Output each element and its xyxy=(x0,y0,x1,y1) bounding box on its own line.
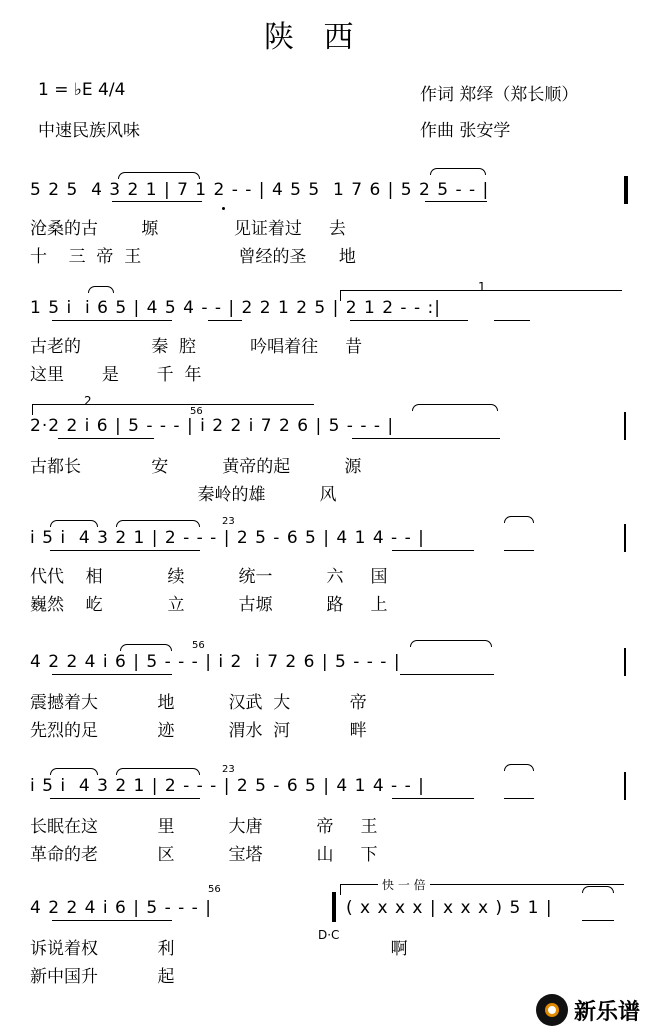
lyrics-verse-2: 革命的老 区 宝塔 山 下 xyxy=(30,845,378,865)
barline xyxy=(624,176,628,204)
lyrics-verse-2: 巍然 屹 立 古塬 路 上 xyxy=(30,595,388,615)
beam-line xyxy=(208,320,242,321)
beam-line xyxy=(350,320,468,321)
lyrics-verse-1: 沧桑的古 塬 见证着过 去 xyxy=(30,219,346,239)
octave-dot xyxy=(222,207,225,210)
notation-line: 4 2 2 4 i 6 | 5 - - - | xyxy=(30,898,212,918)
lyrics-verse-1: 诉说着权 利 啊 xyxy=(30,939,408,959)
grace-note: 56 xyxy=(192,640,205,651)
volta-number: 2 xyxy=(84,394,92,408)
beam-line xyxy=(392,798,474,799)
beam-line xyxy=(504,550,534,551)
grace-note: 56 xyxy=(190,406,203,417)
notation-line: 4 2 2 4 i 6 | 5 - - - | i 2 i 7 2 6 | 5 - - - | xyxy=(30,652,401,672)
lyrics-verse-1: 古老的 秦 腔 吟唱着往 昔 xyxy=(30,337,363,357)
slur xyxy=(410,640,492,647)
slur xyxy=(120,644,172,651)
beam-line xyxy=(425,201,487,202)
beam-line xyxy=(50,550,200,551)
beam-line xyxy=(494,320,530,321)
slur xyxy=(50,520,98,527)
barline xyxy=(332,892,336,922)
slur xyxy=(504,764,534,771)
grace-note: 23 xyxy=(222,764,235,775)
volta-number: 1 xyxy=(478,280,486,294)
lyrics-verse-2: 秦岭的雄 风 xyxy=(30,485,337,505)
grace-note: 56 xyxy=(208,884,221,895)
beam-line xyxy=(504,798,534,799)
lyrics-verse-1: 震撼着大 地 汉武 大 帝 xyxy=(30,693,367,713)
lyrics-verse-1: 长眠在这 里 大唐 帝 王 xyxy=(30,817,378,837)
slur xyxy=(582,886,614,893)
lyrics-verse-2: 先烈的足 迹 渭水 河 畔 xyxy=(30,721,367,741)
da-capo-mark: D·C xyxy=(318,928,340,942)
barline xyxy=(624,524,626,552)
beam-line xyxy=(112,201,202,202)
beam-line xyxy=(400,674,494,675)
disc-icon xyxy=(536,994,568,1026)
slur xyxy=(88,286,114,293)
notation-line: 5 2 5 4 3 2 1 | 7 1 2 - - | 4 5 5 1 7 6 | 5 2 5 - - | xyxy=(30,180,490,200)
beam-line xyxy=(50,798,200,799)
barline xyxy=(624,772,626,800)
tempo-change: 快 一 倍 xyxy=(378,876,430,893)
beam-line xyxy=(392,550,474,551)
notation-line: 1 5 i i 6 5 | 4 5 4 - - | 2 2 1 2 5 | 2 1 2 - - :| xyxy=(30,298,441,318)
beam-line xyxy=(58,438,154,439)
volta-bracket xyxy=(32,404,314,405)
lyrics-verse-1: 代代 相 续 统一 六 国 xyxy=(30,567,388,587)
lyricist-credit: 作词 郑绎（郑长顺） xyxy=(420,85,579,105)
beam-line xyxy=(52,320,172,321)
beam-line xyxy=(52,920,172,921)
lyrics-verse-2: 十 三 帝 王 曾经的圣 地 xyxy=(30,247,356,267)
song-title: 陕 西 xyxy=(264,20,364,55)
notation-line: i 5 i 4 3 2 1 | 2 - - - | 2 5 - 6 5 | 4 1 4 - - | xyxy=(30,528,425,548)
notation-tail: ( x x x x | x x x ) 5 1 | xyxy=(346,898,553,918)
site-logo xyxy=(536,994,640,1026)
beam-line xyxy=(52,674,172,675)
slur xyxy=(412,404,498,411)
grace-note: 23 xyxy=(222,516,235,527)
notation-line: i 5 i 4 3 2 1 | 2 - - - | 2 5 - 6 5 | 4 1 4 - - | xyxy=(30,776,425,796)
beam-line xyxy=(582,920,614,921)
slur xyxy=(118,172,200,179)
slur xyxy=(50,768,98,775)
barline xyxy=(624,648,626,676)
composer-credit: 作曲 张安学 xyxy=(420,121,511,141)
tempo-marking: 中速民族风味 xyxy=(38,121,140,141)
lyrics-verse-1: 古都长 安 黄帝的起 源 xyxy=(30,457,362,477)
logo-text: 新乐谱 xyxy=(573,999,640,1025)
slur xyxy=(504,516,534,523)
slur xyxy=(116,520,200,527)
notation-line: 2·2 2 i 6 | 5 - - - | i 2 2 i 7 2 6 | 5 - - - | xyxy=(30,416,395,436)
barline xyxy=(624,412,626,440)
key-signature: 1 = ♭E 4/4 xyxy=(38,80,126,100)
lyrics-verse-2: 新中国升 起 xyxy=(30,967,175,987)
beam-line xyxy=(352,438,500,439)
slur xyxy=(116,768,200,775)
lyrics-verse-2: 这里 是 千 年 xyxy=(30,365,202,385)
slur xyxy=(430,168,486,175)
